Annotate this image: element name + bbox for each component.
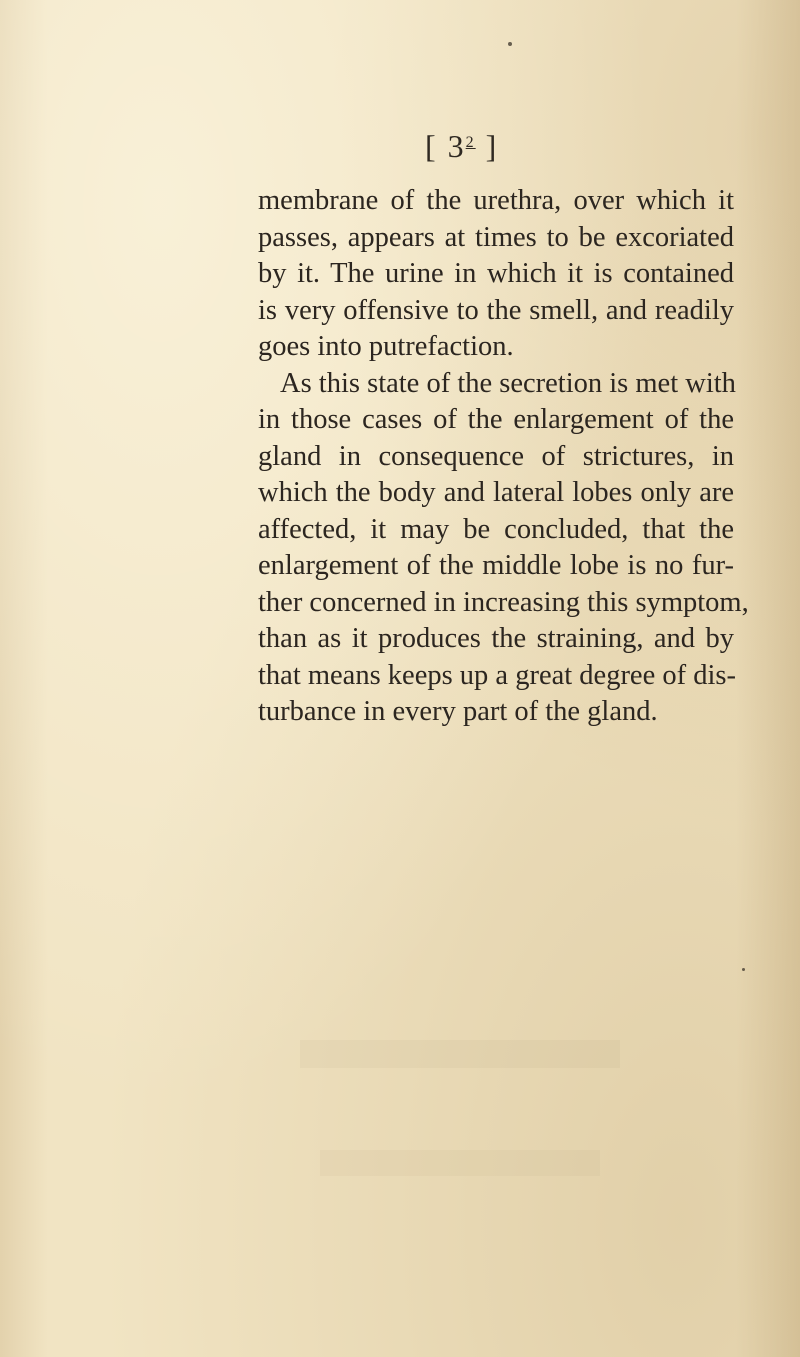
page-number-close: ] bbox=[475, 128, 499, 164]
text-line: affected, it may be concluded, that the bbox=[258, 513, 734, 545]
page-number-open: [ 3 bbox=[425, 128, 466, 164]
page-number-superscript: 2 bbox=[465, 134, 476, 151]
text-line: than as it produces the straining, and by bbox=[258, 623, 734, 654]
text-line: turbance in every part of the gland. bbox=[258, 696, 658, 727]
text-line: by it. The urine in which it is contained bbox=[258, 258, 734, 289]
text-line: enlargement of the middle lobe is no fur- bbox=[258, 550, 734, 581]
show-through-mark bbox=[320, 1150, 600, 1176]
text-line: in those cases of the enlargement of the bbox=[258, 404, 734, 435]
text-line: passes, appears at times to be excoriated bbox=[258, 221, 734, 253]
text-line: membrane of the urethra, over which it bbox=[258, 185, 734, 216]
text-line: which the body and lateral lobes only are bbox=[258, 477, 734, 508]
text-line: gland in consequence of strictures, in bbox=[258, 440, 734, 472]
ink-speck bbox=[508, 42, 512, 46]
text-line: ther concerned in increasing this symptom, bbox=[258, 586, 749, 618]
body-text bbox=[258, 183, 749, 731]
ink-speck bbox=[742, 968, 745, 971]
page-number bbox=[425, 128, 498, 165]
show-through-mark bbox=[300, 1040, 620, 1068]
text-line: As this state of the secretion is met with bbox=[280, 367, 736, 399]
text-line: goes into putrefaction. bbox=[258, 331, 514, 362]
text-line: is very offensive to the smell, and readily bbox=[258, 294, 734, 326]
text-line: that means keeps up a great degree of dis- bbox=[258, 659, 736, 691]
